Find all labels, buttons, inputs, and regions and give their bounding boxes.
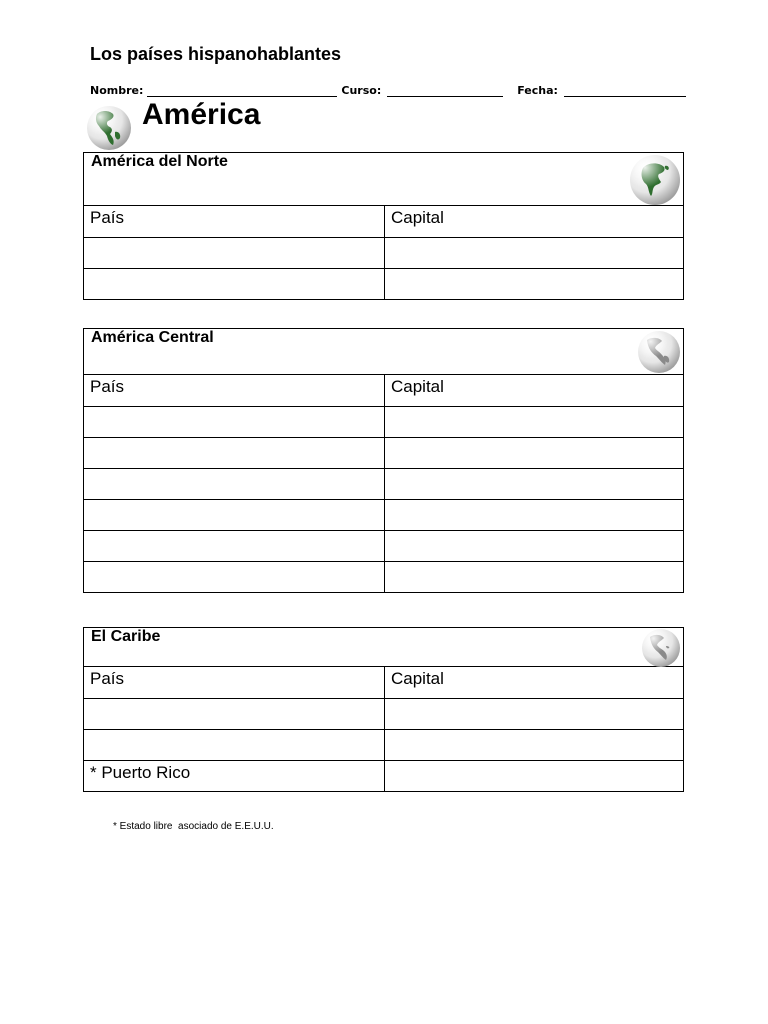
capital-cell[interactable] bbox=[384, 469, 683, 499]
country-cell[interactable] bbox=[84, 531, 384, 561]
table-row bbox=[84, 530, 683, 561]
table-row bbox=[84, 729, 683, 760]
section-title: América Central bbox=[91, 329, 214, 346]
country-cell[interactable] bbox=[84, 407, 384, 437]
table-header-row bbox=[84, 206, 683, 237]
country-cell[interactable] bbox=[84, 438, 384, 468]
capital-cell[interactable] bbox=[384, 761, 683, 791]
country-cell[interactable] bbox=[84, 699, 384, 729]
capital-cell[interactable] bbox=[384, 238, 683, 268]
name-label: Nombre: bbox=[90, 84, 144, 97]
globe-caribbean-icon bbox=[641, 628, 681, 673]
section-header bbox=[84, 628, 683, 667]
column-header-country: País bbox=[90, 208, 125, 227]
section-title: El Caribe bbox=[91, 628, 161, 645]
course-label: Curso: bbox=[341, 84, 382, 97]
student-info-fields bbox=[90, 84, 686, 97]
country-cell[interactable] bbox=[84, 500, 384, 530]
column-header-capital: Capital bbox=[384, 206, 683, 237]
table-row bbox=[84, 698, 683, 729]
column-header-country: País bbox=[90, 669, 125, 688]
section-title: América del Norte bbox=[91, 153, 228, 170]
table-row bbox=[84, 268, 683, 299]
table-central-america bbox=[83, 328, 684, 593]
country-cell[interactable]: * Puerto Rico bbox=[90, 763, 191, 782]
date-field[interactable] bbox=[564, 85, 686, 97]
section-header bbox=[84, 329, 683, 375]
globe-central-america-icon bbox=[637, 330, 681, 379]
table-header-row bbox=[84, 667, 683, 698]
table-row bbox=[84, 237, 683, 268]
country-cell[interactable] bbox=[84, 269, 384, 299]
country-cell[interactable] bbox=[84, 562, 384, 592]
footnote: * Estado libre asociado de E.E.U.U. bbox=[113, 821, 274, 832]
capital-cell[interactable] bbox=[384, 500, 683, 530]
table-row bbox=[84, 499, 683, 530]
table-row bbox=[84, 437, 683, 468]
table-row bbox=[84, 406, 683, 437]
capital-cell[interactable] bbox=[384, 699, 683, 729]
table-caribbean bbox=[83, 627, 684, 792]
globe-north-america-icon bbox=[629, 154, 681, 211]
course-field[interactable] bbox=[387, 85, 503, 97]
country-cell[interactable] bbox=[84, 730, 384, 760]
capital-cell[interactable] bbox=[384, 438, 683, 468]
capital-cell[interactable] bbox=[384, 269, 683, 299]
table-row bbox=[84, 760, 683, 791]
table-row bbox=[84, 561, 683, 592]
section-header bbox=[84, 153, 683, 206]
column-header-capital: Capital bbox=[384, 375, 683, 406]
capital-cell[interactable] bbox=[384, 407, 683, 437]
column-header-country: País bbox=[90, 377, 125, 396]
capital-cell[interactable] bbox=[384, 531, 683, 561]
country-cell[interactable] bbox=[84, 238, 384, 268]
page-title: Los países hispanohablantes bbox=[90, 44, 342, 64]
column-header-capital: Capital bbox=[384, 667, 683, 698]
capital-cell[interactable] bbox=[384, 730, 683, 760]
table-header-row bbox=[84, 375, 683, 406]
name-field[interactable] bbox=[147, 85, 337, 97]
table-row bbox=[84, 468, 683, 499]
table-north-america bbox=[83, 152, 684, 300]
globe-icon bbox=[85, 104, 133, 157]
capital-cell[interactable] bbox=[384, 562, 683, 592]
date-label: Fecha: bbox=[517, 84, 558, 97]
country-cell[interactable] bbox=[84, 469, 384, 499]
section-heading-america: América bbox=[142, 98, 261, 131]
